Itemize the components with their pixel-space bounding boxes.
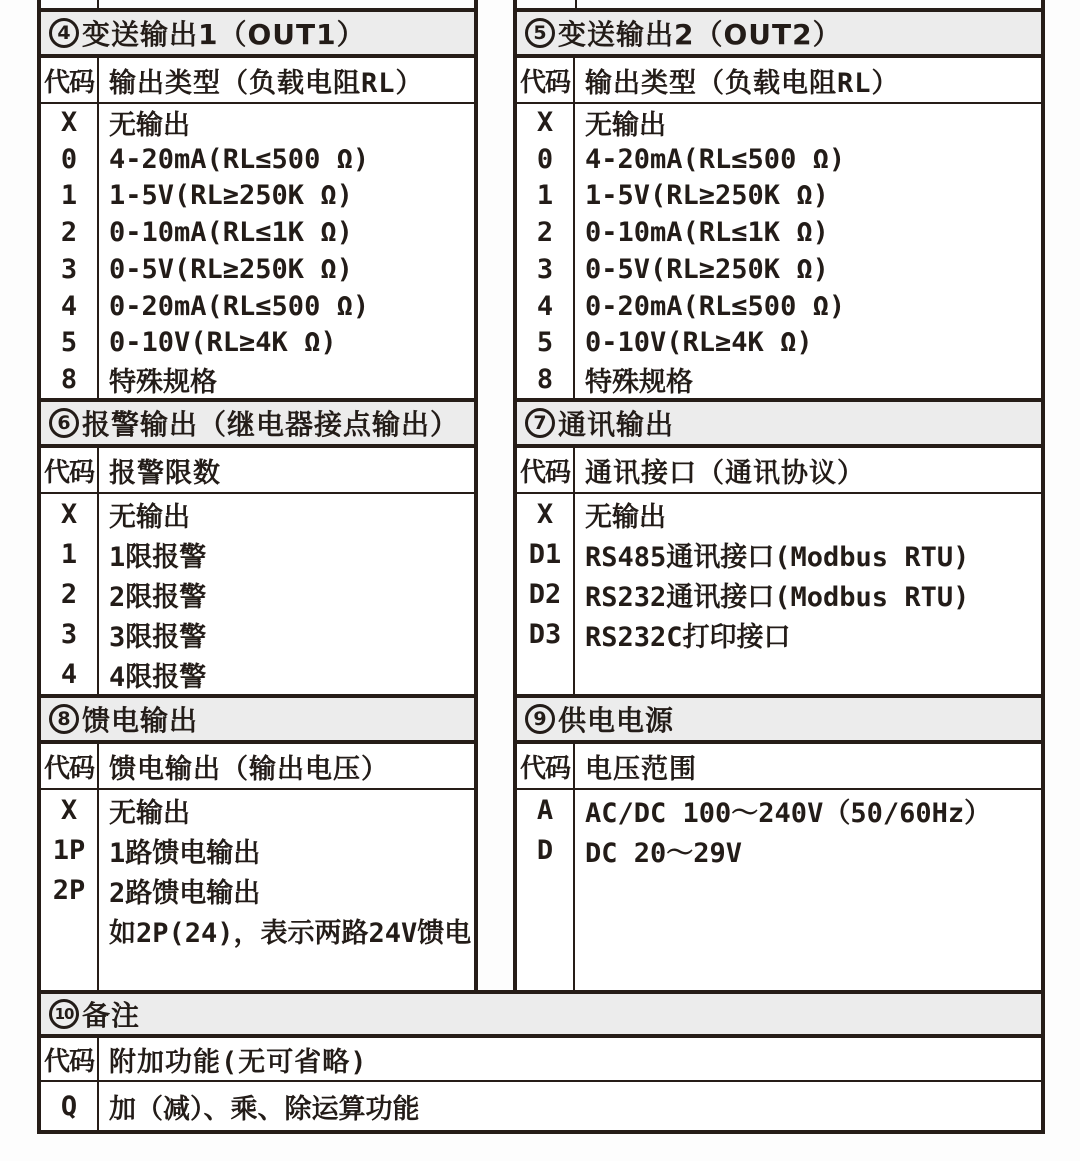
code-column xyxy=(41,1082,99,1130)
code-cell: 8 xyxy=(60,364,78,396)
section-alarm-header xyxy=(41,402,474,448)
desc-cell: 0-10mA(RL≤1K Ω) xyxy=(585,217,829,249)
desc-cell: 2限报警 xyxy=(109,581,207,613)
desc-column xyxy=(99,1082,1041,1130)
previous-table-edge xyxy=(37,0,1045,8)
section-supply-header xyxy=(517,698,1041,744)
code-cell: Q xyxy=(60,1090,78,1122)
desc-cell: 3限报警 xyxy=(109,621,207,653)
section-out2 xyxy=(513,8,1045,402)
section-body xyxy=(517,104,1041,398)
column-header-row xyxy=(517,448,1041,494)
code-cell: 3 xyxy=(536,253,554,285)
code-cell: 8 xyxy=(536,364,554,396)
desc-column-header: 电压范围 xyxy=(585,753,697,785)
desc-column xyxy=(99,494,474,694)
desc-cell: 4-20mA(RL≤500 Ω) xyxy=(109,143,370,175)
desc-cell: 1-5V(RL≥250K Ω) xyxy=(109,180,353,212)
desc-cell: 0-10mA(RL≤1K Ω) xyxy=(109,217,353,249)
desc-cell: 4限报警 xyxy=(109,661,207,693)
section-out2-header xyxy=(517,12,1041,58)
code-column xyxy=(41,494,99,694)
desc-cell: 1路馈电输出 xyxy=(109,837,261,869)
code-column-header: 代码 xyxy=(517,58,575,102)
column-header-row xyxy=(517,744,1041,790)
code-cell: X xyxy=(60,794,78,826)
divider xyxy=(97,0,99,8)
code-cell: X xyxy=(536,106,554,138)
desc-cell: 0-10V(RL≥4K Ω) xyxy=(109,327,337,359)
desc-cell: 特殊规格 xyxy=(109,367,217,398)
desc-cell: 4-20mA(RL≤500 Ω) xyxy=(585,143,846,175)
desc-cell: RS485通讯接口(Modbus RTU) xyxy=(585,541,970,573)
section-feed-header xyxy=(41,698,474,744)
code-cell: A xyxy=(536,794,554,826)
column-header-row xyxy=(41,744,474,790)
desc-column-header: 通讯接口（通讯协议） xyxy=(585,457,865,489)
code-cell: X xyxy=(60,106,78,138)
desc-column xyxy=(575,104,1041,398)
code-column-header: 代码 xyxy=(41,58,99,102)
code-column-header: 代码 xyxy=(517,744,575,788)
desc-cell: 0-5V(RL≥250K Ω) xyxy=(585,253,829,285)
code-cell: 4 xyxy=(60,290,78,322)
desc-cell: RS232通讯接口(Modbus RTU) xyxy=(585,581,970,613)
desc-cell: DC 20～29V xyxy=(585,837,743,869)
desc-column-header: 输出类型（负载电阻RL） xyxy=(585,67,900,99)
desc-cell: 加（减）、乘、除运算功能 xyxy=(109,1093,420,1125)
section-body xyxy=(41,494,474,694)
code-cell: 4 xyxy=(536,290,554,322)
code-column xyxy=(41,104,99,398)
desc-column xyxy=(99,104,474,398)
column-header-row xyxy=(41,1038,1041,1082)
desc-column-header: 报警限数 xyxy=(109,457,221,489)
section-remark xyxy=(37,990,1045,1134)
code-cell: 2 xyxy=(60,217,78,249)
desc-cell: 1限报警 xyxy=(109,541,207,573)
code-column xyxy=(517,104,575,398)
code-cell: 2 xyxy=(536,217,554,249)
previous-table-right-edge xyxy=(513,0,1045,8)
circled-number-icon: 4 xyxy=(49,18,79,48)
section-out1 xyxy=(37,8,478,402)
column-header-row xyxy=(517,58,1041,104)
section-title: 变送输出1（OUT1） xyxy=(82,18,366,51)
desc-cell: 0-10V(RL≥4K Ω) xyxy=(585,327,813,359)
code-cell: D2 xyxy=(528,578,562,610)
section-body xyxy=(41,790,474,990)
previous-table-left-edge xyxy=(37,0,478,8)
section-body xyxy=(517,494,1041,694)
divider xyxy=(575,0,577,8)
code-cell: 3 xyxy=(60,253,78,285)
column-header-row xyxy=(41,448,474,494)
code-cell: 2 xyxy=(60,578,78,610)
code-cell: 1 xyxy=(60,180,78,212)
section-body xyxy=(41,104,474,398)
section-row-feed-supply xyxy=(37,694,1045,994)
code-cell: 2P xyxy=(52,874,86,906)
ordering-code-tables xyxy=(37,0,1045,1134)
desc-column xyxy=(575,494,1041,694)
circled-number-icon: 8 xyxy=(49,704,79,734)
code-column xyxy=(517,494,575,694)
desc-column xyxy=(575,790,1041,990)
section-body xyxy=(41,1082,1041,1130)
section-row-transmit xyxy=(37,8,1045,402)
section-title: 变送输出2（OUT2） xyxy=(558,18,842,51)
code-cell: 1P xyxy=(52,834,86,866)
desc-cell: 0-20mA(RL≤500 Ω) xyxy=(585,290,846,322)
code-column xyxy=(517,790,575,990)
code-cell: D xyxy=(536,834,554,866)
section-remark-header xyxy=(41,994,1041,1038)
section-title: 供电电源 xyxy=(558,704,675,737)
code-cell: D1 xyxy=(528,538,562,570)
desc-cell: 无输出 xyxy=(109,797,190,829)
code-cell: 5 xyxy=(536,327,554,359)
desc-cell: AC/DC 100～240V（50/60Hz） xyxy=(585,797,992,829)
desc-cell: 特殊规格 xyxy=(585,367,693,398)
desc-column-header: 输出类型（负载电阻RL） xyxy=(109,67,424,99)
code-cell: 4 xyxy=(60,658,78,690)
circled-number-icon: 7 xyxy=(525,408,555,438)
desc-cell: 0-5V(RL≥250K Ω) xyxy=(109,253,353,285)
section-power-supply xyxy=(513,694,1045,994)
code-cell: X xyxy=(536,498,554,530)
code-cell: 0 xyxy=(536,143,554,175)
column-header-row xyxy=(41,58,474,104)
code-cell: 5 xyxy=(60,327,78,359)
section-row-alarm-comm xyxy=(37,398,1045,698)
section-comm-header xyxy=(517,402,1041,448)
desc-column xyxy=(99,790,474,990)
code-column-header: 代码 xyxy=(41,1038,99,1080)
desc-cell: 无输出 xyxy=(109,109,190,141)
desc-cell: 无输出 xyxy=(109,501,190,533)
circled-number-icon: 10 xyxy=(49,999,79,1029)
section-out1-header xyxy=(41,12,474,58)
section-feed-output xyxy=(37,694,478,994)
code-column-header: 代码 xyxy=(41,744,99,788)
code-cell xyxy=(41,910,97,950)
section-body xyxy=(517,790,1041,990)
code-cell: 1 xyxy=(536,180,554,212)
desc-cell: 如2P(24)，表示两路24V馈电 xyxy=(109,917,472,949)
desc-cell: 无输出 xyxy=(585,109,666,141)
code-column xyxy=(41,790,99,990)
desc-cell: 0-20mA(RL≤500 Ω) xyxy=(109,290,370,322)
code-cell: D3 xyxy=(528,618,562,650)
section-communication-output xyxy=(513,398,1045,698)
section-title: 通讯输出 xyxy=(558,408,675,441)
desc-cell: RS232C打印接口 xyxy=(585,621,791,653)
code-column-header: 代码 xyxy=(517,448,575,492)
code-cell: X xyxy=(60,498,78,530)
desc-column-header: 馈电输出（输出电压） xyxy=(109,753,389,785)
code-cell: 1 xyxy=(60,538,78,570)
section-title: 备注 xyxy=(82,999,141,1032)
section-title: 报警输出（继电器接点输出） xyxy=(82,408,460,441)
circled-number-icon: 5 xyxy=(525,18,555,48)
desc-cell: 1-5V(RL≥250K Ω) xyxy=(585,180,829,212)
section-title: 馈电输出 xyxy=(82,704,199,737)
desc-cell: 2路馈电输出 xyxy=(109,877,261,909)
code-cell: 3 xyxy=(60,618,78,650)
circled-number-icon: 6 xyxy=(49,408,79,438)
section-alarm-output xyxy=(37,398,478,698)
desc-cell: 无输出 xyxy=(585,501,666,533)
code-cell: 0 xyxy=(60,143,78,175)
circled-number-icon: 9 xyxy=(525,704,555,734)
code-column-header: 代码 xyxy=(41,448,99,492)
desc-column-header: 附加功能(无可省略) xyxy=(109,1046,368,1078)
